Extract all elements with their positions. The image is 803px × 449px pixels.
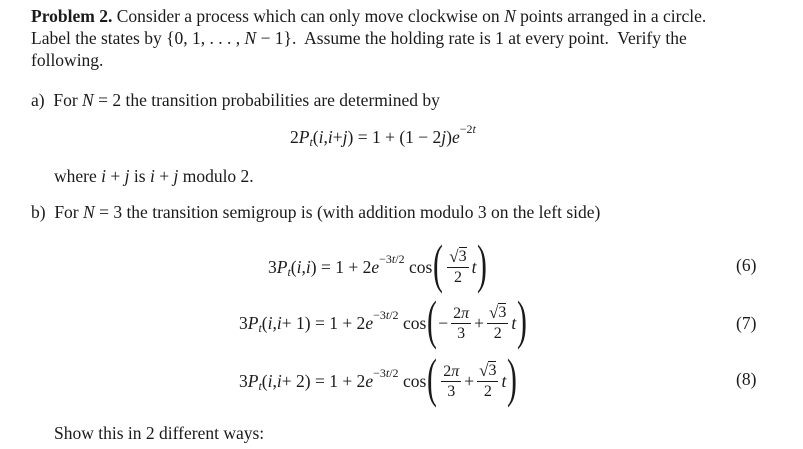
equation-6: 3 P t ( i , i ) = 1 + 2 e −3t/2 cos ( √ 3 2 t ) bbox=[268, 234, 488, 294]
problem-intro-line-1 bbox=[31, 5, 706, 27]
problem-intro-line-2: Label the states by {0, 1, . . . , N − 1}. Assume the holding rate is 1 at every point. Verify the bbox=[31, 28, 687, 48]
problem-heading: Problem 2. bbox=[31, 6, 113, 26]
sqrt3-over-2-fraction: √ 3 2 bbox=[479, 361, 497, 400]
equation-7: 3 P t ( i , i + 1) = 1 + 2 e −3t/2 cos ( − $\frac{2\pi}{3}$ + √ 3 2 t ) bbox=[239, 290, 528, 350]
sqrt3-over-2-fraction: √ 3 2 bbox=[449, 247, 467, 286]
part-a-label: a) bbox=[31, 90, 45, 110]
part-b-statement: b) For N = 3 the transition semigroup is (with addition modulo 3 on the left side) bbox=[31, 202, 601, 222]
problem-intro-text: Consider a process which can only move clockwise on N points arranged in a circle. bbox=[116, 6, 707, 26]
part-a-equation: 2 P t ( i , i + j ) = 1 + (1 − 2 j ) e −2t bbox=[290, 121, 476, 149]
equation-8: 3 P t ( i , i + 2) = 1 + 2 e −3t/2 cos ( $\frac{2\pi}{3}$ + √ 3 2 t ) bbox=[239, 348, 518, 408]
part-a-where-note: where i + j is i + j modulo 2. bbox=[54, 166, 254, 186]
sqrt3-over-2-fraction: √ 3 2 bbox=[489, 303, 507, 342]
equation-number-7: (7) bbox=[736, 313, 757, 333]
equation-number-8: (8) bbox=[736, 369, 757, 389]
equation-number-6: (6) bbox=[736, 255, 757, 275]
two-pi-over-3-fraction: $\frac{2\pi}{3}$ bbox=[453, 304, 470, 342]
two-pi-over-3-fraction: $\frac{2\pi}{3}$ bbox=[443, 362, 460, 400]
part-a-statement: a) For N = 2 the transition probabilities are determined by bbox=[31, 90, 440, 110]
part-b-label: b) bbox=[31, 202, 46, 222]
problem-intro-line-3: following. bbox=[31, 50, 104, 70]
closing-line: Show this in 2 different ways: bbox=[54, 423, 265, 443]
